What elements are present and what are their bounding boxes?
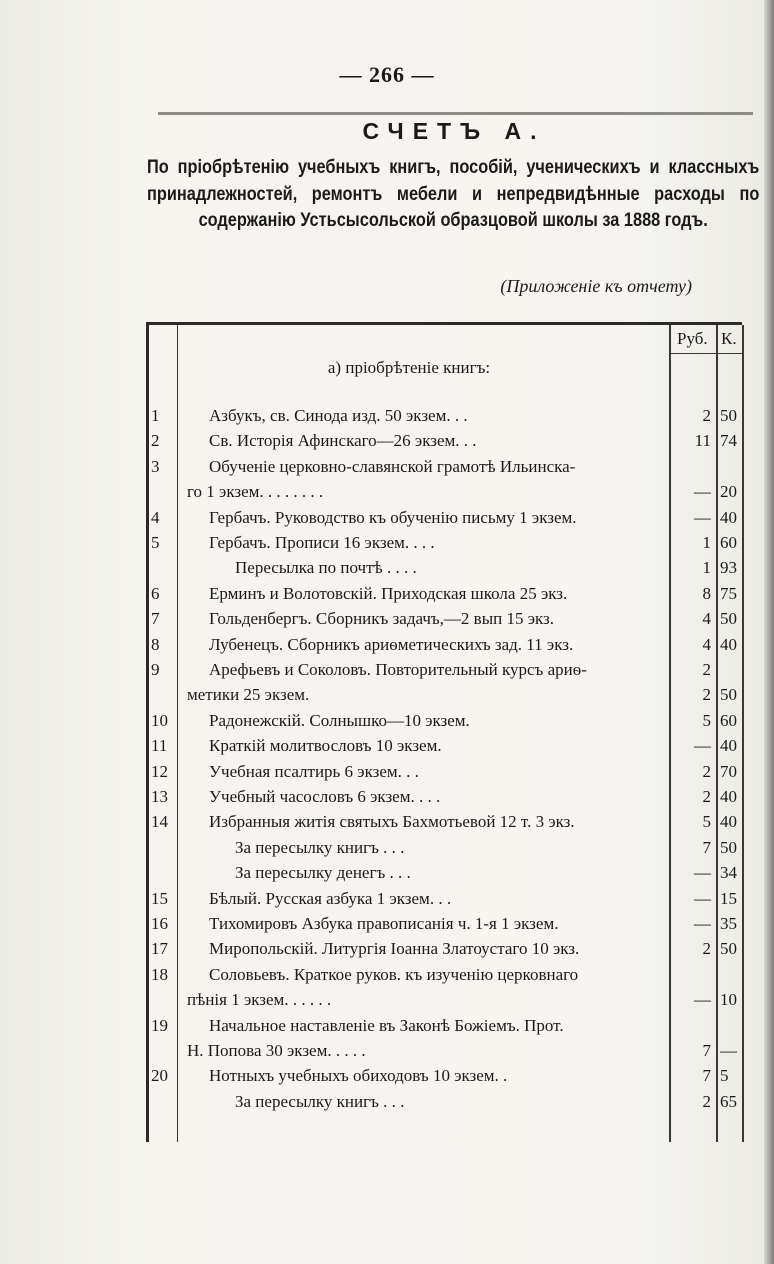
ledger-row [149,403,745,429]
ledger-row [149,479,745,505]
row-number: 4 [151,507,160,527]
ledger-row [149,911,745,937]
row-description: Соловьевъ. Краткое руков. къ изученію церковнаго [209,964,579,984]
row-number: 11 [151,736,168,756]
row-description: Обученіе церковно-славянской грамотѣ Ильинска- [209,456,576,476]
row-rubles: 4 [702,634,711,654]
row-kopecks: 50 [720,939,737,959]
ledger-row [149,1038,745,1064]
row-description: Бѣлый. Русская азбука 1 экзем. . . [209,888,452,908]
row-number: 9 [151,660,160,679]
row-description: Гербачъ. Прописи 16 экзем. . . . [209,533,435,552]
row-rubles: 2 [702,939,711,959]
row-number: 14 [151,812,168,832]
page-number: — 266 — [339,62,435,87]
row-rubles: — [694,482,711,502]
row-rubles: 2 [702,685,711,705]
row-rubles: 2 [702,660,711,679]
row-description: Учебный часословъ 6 экзем. . . . [209,787,441,806]
row-number: 17 [151,939,168,959]
row-description: За пересылку денегъ . . . [235,863,411,883]
ledger-row [149,936,745,962]
row-description: Гольденбергъ. Сборникъ задачъ,—2 вып 15 экз. [209,609,555,629]
row-number: 10 [151,710,168,730]
rubles-header: Руб. [677,329,708,348]
row-number: 15 [151,888,168,908]
row-kopecks: 20 [720,482,737,502]
row-rubles: 2 [702,1091,711,1111]
ledger-row [149,708,745,734]
row-description: За пересылку книгъ . . . [235,1091,405,1111]
row-rubles: 4 [702,609,711,629]
ledger-row [149,454,745,480]
ledger-row [149,555,745,581]
row-rubles: 1 [702,533,711,552]
row-rubles: — [694,990,711,1010]
appendix-note: (Приложеніе къ отчету) [500,276,692,296]
row-kopecks: 74 [720,431,737,451]
row-kopecks: 60 [720,533,737,552]
row-description: пѣнія 1 экзем. . . . . . [187,990,332,1010]
row-rubles: 5 [702,812,711,832]
row-kopecks: 35 [720,914,737,933]
row-rubles: — [694,914,711,933]
row-kopecks: 75 [720,583,737,603]
row-kopecks: 40 [720,812,737,832]
row-number: 6 [151,583,160,603]
ledger-row [149,657,745,683]
header-rule [158,112,753,115]
row-kopecks: 40 [720,736,737,756]
section-title: а) пріобрѣтеніе книгъ: [327,358,491,377]
ledger-row [149,987,745,1013]
ledger-row [149,733,745,759]
row-number: 18 [151,964,168,984]
ledger-row [149,860,745,886]
row-description: Св. Исторія Афинскаго—26 экзем. . . [209,431,477,451]
ledger-row [149,428,745,454]
row-number: 16 [151,914,168,933]
ledger-row [149,505,745,531]
account-title: СЧЕТЪ А. [362,118,546,144]
row-description: Н. Попова 30 экзем. . . . . [187,1041,366,1060]
row-kopecks: 40 [720,787,737,806]
row-number: 5 [151,533,160,552]
row-kopecks: 60 [720,710,737,730]
ledger-table [146,322,742,1142]
row-rubles: 7 [702,1041,711,1060]
row-kopecks: 50 [720,837,737,857]
row-description: Лубенецъ. Сборникъ ариѳметическихъ зад. 11 экз. [209,634,574,654]
ledger-row [149,809,745,835]
row-rubles: 5 [702,710,711,730]
row-rubles: — [694,736,711,756]
account-subtitle: По пріобрѣтенію учебныхъ книгъ, пособій, ученическихъ и классныхъ принадлежностей, ремонтъ мебели и непредвидѣнные расходы по содержанію Устьсысольской образцовой школы за 1888 годъ. [147,157,760,231]
section-title-row [149,355,745,381]
kopecks-header: К. [721,329,737,348]
row-kopecks: 70 [720,761,737,781]
row-kopecks: 15 [720,888,737,908]
row-rubles: 8 [702,583,711,603]
row-description: Радонежскій. Солнышко—10 экзем. [209,710,470,730]
ledger-row [149,632,745,658]
row-kopecks: 65 [720,1091,737,1111]
row-kopecks: 40 [720,634,737,654]
row-number: 8 [151,634,160,654]
row-rubles: — [694,863,711,883]
row-description: Арефьевъ и Соколовъ. Повторительный курсъ ариѳ- [209,660,587,679]
ledger-row [149,1013,745,1039]
row-description: Гербачъ. Руководство къ обученію письму 1 экзем. [209,507,577,527]
ledger-row [149,759,745,785]
ledger-row [149,1089,745,1115]
ledger-row [149,581,745,607]
row-number: 12 [151,761,168,781]
ledger-row [149,682,745,708]
row-kopecks: 10 [720,990,737,1010]
row-rubles: 1 [702,558,711,578]
row-description: Пересылка по почтѣ . . . . [235,558,417,578]
row-description: Избранныя житія святыхъ Бахмотьевой 12 т. 3 экз. [209,812,575,832]
ledger-row [149,606,745,632]
row-description: Начальное наставленіе въ Законѣ Божіемъ. Прот. [209,1015,564,1035]
row-rubles: 2 [702,406,711,425]
ledger-row [149,886,745,912]
row-number: 3 [151,456,160,476]
ledger-row [149,962,745,988]
row-rubles: 7 [702,1066,711,1086]
row-kopecks: 50 [720,406,737,425]
row-description: За пересылку книгъ . . . [235,837,405,857]
row-description: Миропольскій. Литургія Іоанна Златоустаго 10 экз. [209,939,580,959]
ledger-row [149,835,745,861]
row-number: 1 [151,406,160,425]
header-underline [669,353,744,354]
row-rubles: — [694,507,711,527]
row-rubles: 7 [702,837,711,857]
row-number: 19 [151,1015,168,1035]
row-number: 7 [151,609,160,629]
row-kopecks: 93 [720,558,737,578]
row-description: Нотныхъ учебныхъ обиходовъ 10 экзем. . [209,1066,508,1086]
ledger-row [149,784,745,810]
row-description: Краткій молитвословъ 10 экзем. [209,736,442,756]
row-kopecks: — [720,1041,737,1060]
row-description: метики 25 экзем. [187,685,310,705]
row-rubles: 2 [702,787,711,806]
row-description: Азбукъ, св. Синода изд. 50 экзем. . . [209,406,468,425]
row-kopecks: 50 [720,609,737,629]
row-kopecks: 34 [720,863,737,883]
row-rubles: — [694,888,711,908]
row-number: 20 [151,1066,168,1086]
ledger-row [149,530,745,556]
row-rubles: 2 [702,761,711,781]
row-rubles: 11 [694,431,711,451]
row-description: Тихомировъ Азбука правописанія ч. 1-я 1 экзем. [209,914,559,933]
row-description: Учебная псалтирь 6 экзем. . . [209,761,419,781]
ledger-row [149,1063,745,1089]
page-edge [764,0,774,1264]
row-number: 13 [151,787,168,806]
row-kopecks: 50 [720,685,737,705]
row-description: го 1 экзем. . . . . . . . [187,482,324,502]
row-kopecks: 5 [720,1066,729,1086]
row-kopecks: 40 [720,507,737,527]
row-number: 2 [151,431,160,451]
row-description: Ерминъ и Волотовскій. Приходская школа 25 экз. [209,583,568,603]
